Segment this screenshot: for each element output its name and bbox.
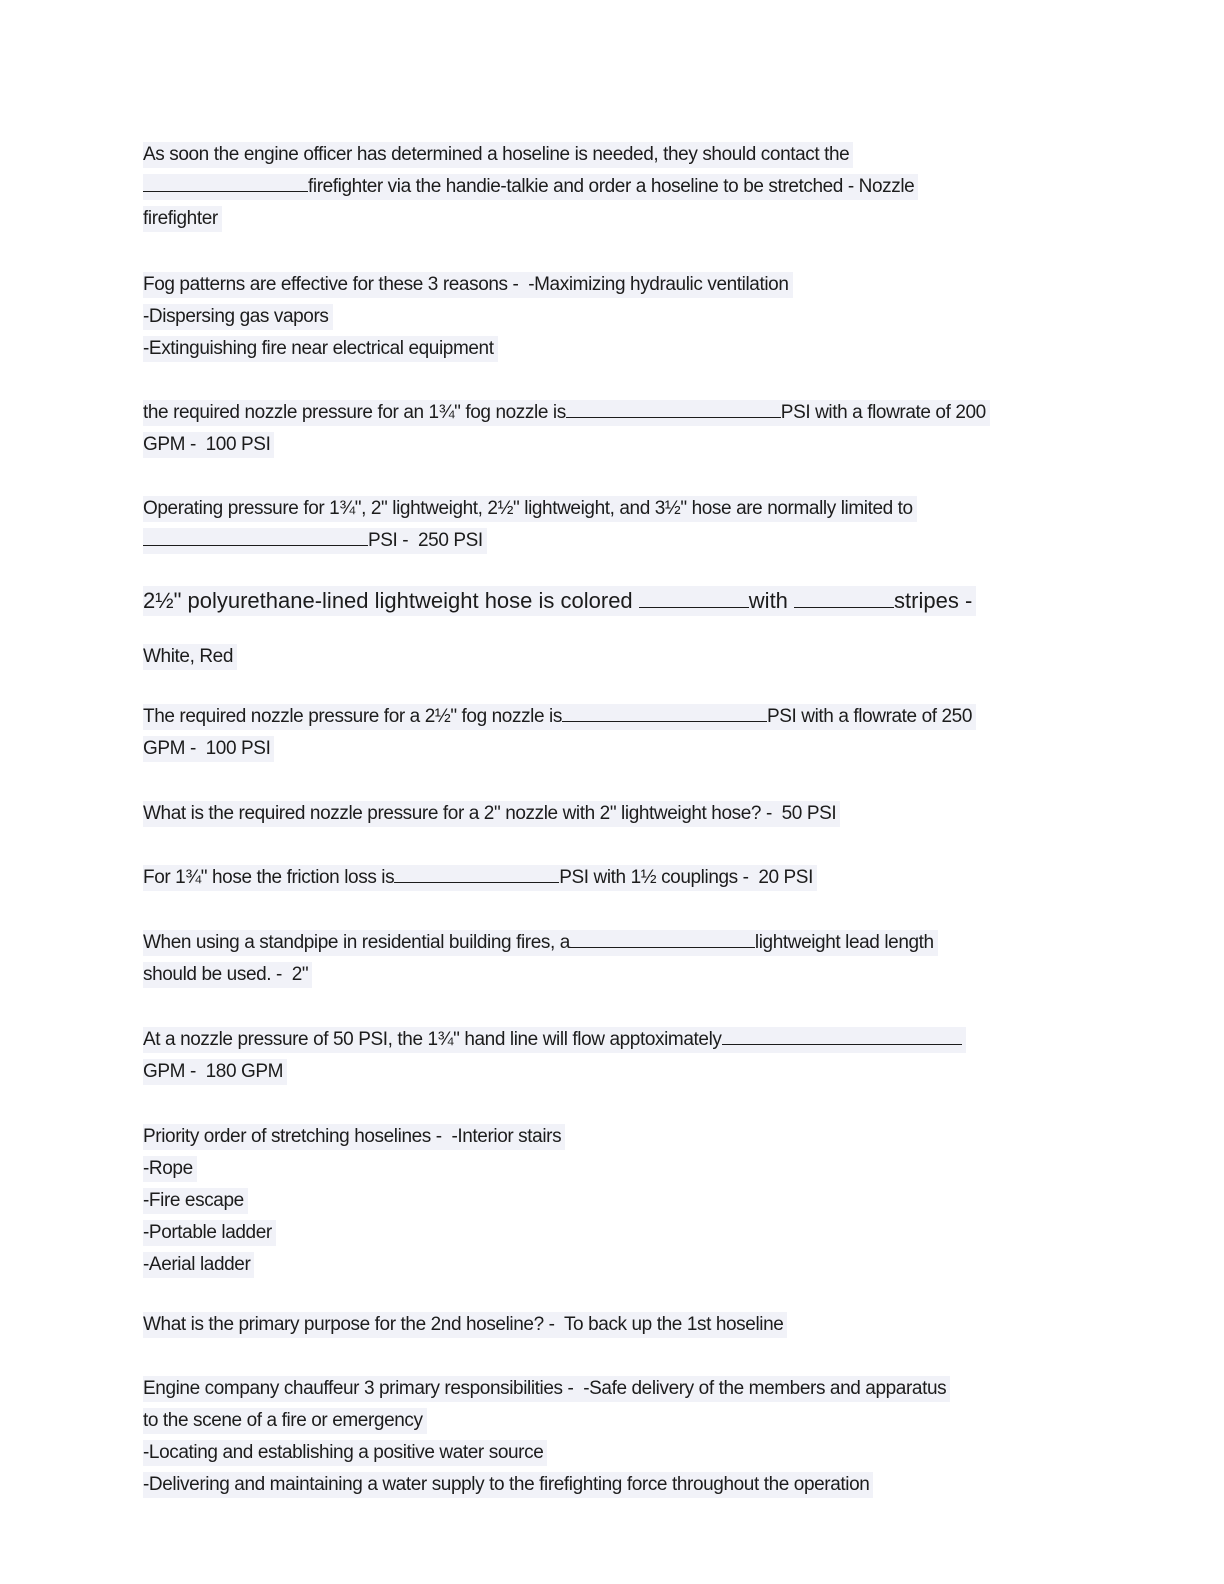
text-segment: -Delivering and maintaining a water supply to the firefighting force throughout the operation <box>143 1474 870 1495</box>
highlight <box>143 865 817 891</box>
text-line <box>143 1405 1043 1437</box>
text-line <box>143 1217 1043 1249</box>
fill-in-blank <box>639 589 749 608</box>
text-segment: PSI with a flowrate of 250 <box>766 706 973 727</box>
text-line <box>143 585 1043 617</box>
highlight <box>143 586 976 616</box>
text-segment: -Fire escape <box>143 1190 244 1211</box>
text-line <box>143 1249 1043 1281</box>
highlight <box>143 206 222 232</box>
text-line <box>143 1469 1043 1501</box>
text-line <box>143 139 1043 171</box>
text-segment: -Locating and establishing a positive water source <box>143 1442 544 1463</box>
highlight <box>143 962 312 988</box>
text-segment: GPM - 100 PSI <box>143 738 271 759</box>
text-segment: When using a standpipe in residential building fires, a <box>143 932 570 953</box>
text-line <box>143 959 1043 991</box>
flashcard-4 <box>143 493 1043 557</box>
highlight <box>143 1220 276 1246</box>
text-segment: The required nozzle pressure for a 2½" fog nozzle is <box>143 706 562 727</box>
text-segment: Fog patterns are effective for these 3 reasons - -Maximizing hydraulic ventilation <box>143 274 789 295</box>
text-segment: -Extinguishing fire near electrical equipment <box>143 338 494 359</box>
flashcard-7 <box>143 701 1043 765</box>
text-line <box>143 1121 1043 1153</box>
text-line <box>143 269 1043 301</box>
text-segment: -Portable ladder <box>143 1222 272 1243</box>
text-segment: firefighter <box>143 208 218 229</box>
highlight <box>143 736 274 762</box>
flashcard-2 <box>143 269 1043 365</box>
highlight <box>143 801 840 827</box>
text-segment: with <box>748 588 795 613</box>
text-line <box>143 701 1043 733</box>
text-segment: PSI with 1½ couplings - 20 PSI <box>559 867 813 888</box>
text-line <box>143 1153 1043 1185</box>
highlight <box>143 930 938 956</box>
fill-in-blank <box>570 929 755 948</box>
flashcard-13 <box>143 1309 1043 1341</box>
text-line <box>143 1437 1043 1469</box>
highlight <box>143 272 793 298</box>
text-segment: -Rope <box>143 1158 193 1179</box>
highlight <box>143 400 990 426</box>
text-segment: What is the primary purpose for the 2nd hoseline? - To back up the 1st hoseline <box>143 1314 784 1335</box>
highlight <box>143 1312 787 1338</box>
text-segment: lightweight lead length <box>754 932 934 953</box>
text-segment: White, Red <box>143 646 233 667</box>
fill-in-blank <box>143 527 368 546</box>
text-line <box>143 525 1043 557</box>
highlight <box>143 1472 873 1498</box>
text-line <box>143 333 1043 365</box>
text-segment: PSI - 250 PSI <box>368 530 483 551</box>
highlight <box>143 432 274 458</box>
text-segment: -Aerial ladder <box>143 1254 251 1275</box>
text-line <box>143 798 1043 830</box>
text-segment: should be used. - 2" <box>143 964 309 985</box>
text-segment: GPM - 100 PSI <box>143 434 271 455</box>
flashcard-8 <box>143 798 1043 830</box>
text-segment: the required nozzle pressure for an 1¾" fog nozzle is <box>143 402 566 423</box>
text-line <box>143 1373 1043 1405</box>
text-segment: For 1¾" hose the friction loss is <box>143 867 395 888</box>
flashcard-9 <box>143 862 1043 894</box>
fill-in-blank <box>143 173 308 192</box>
fill-in-blank <box>562 703 767 722</box>
text-line <box>143 862 1043 894</box>
text-line <box>143 1056 1043 1088</box>
text-segment: stripes - <box>894 588 973 613</box>
highlight <box>143 644 237 670</box>
text-segment: Operating pressure for 1¾", 2" lightweight, 2½" lightweight, and 3½" hose are normally limited to <box>143 498 913 519</box>
text-line <box>143 641 1043 673</box>
text-line <box>143 493 1043 525</box>
flashcard-6 <box>143 641 1043 673</box>
flashcard-1 <box>143 139 1043 235</box>
highlight <box>143 1124 565 1150</box>
text-line <box>143 733 1043 765</box>
highlight <box>143 704 976 730</box>
text-line <box>143 1185 1043 1217</box>
flashcard-12 <box>143 1121 1043 1281</box>
text-line <box>143 1309 1043 1341</box>
fill-in-blank <box>394 864 559 883</box>
highlight <box>143 1408 427 1434</box>
text-segment: What is the required nozzle pressure for a 2" nozzle with 2" lightweight hose? - 50 PSI <box>143 803 837 824</box>
highlight <box>143 1440 547 1466</box>
fill-in-blank <box>722 1026 962 1045</box>
text-segment: 2½" polyurethane-lined lightweight hose is colored <box>143 588 639 613</box>
highlight <box>143 528 487 554</box>
highlight <box>143 336 498 362</box>
highlight <box>143 142 853 168</box>
flashcard-10 <box>143 927 1043 991</box>
text-line <box>143 927 1043 959</box>
highlight <box>143 1376 950 1402</box>
text-line <box>143 203 1043 235</box>
text-segment: firefighter via the handie-talkie and order a hoseline to be stretched - Nozzle <box>308 176 915 197</box>
highlight <box>143 1188 248 1214</box>
highlight <box>143 304 333 330</box>
text-segment: Priority order of stretching hoselines - -Interior stairs <box>143 1126 562 1147</box>
text-segment: GPM - 180 GPM <box>143 1061 284 1082</box>
highlight <box>143 174 918 200</box>
flashcard-14 <box>143 1373 1043 1501</box>
text-segment: At a nozzle pressure of 50 PSI, the 1¾" hand line will flow apptoximately <box>143 1029 722 1050</box>
text-line <box>143 1024 1043 1056</box>
highlight <box>143 1156 197 1182</box>
text-segment: Engine company chauffeur 3 primary responsibilities - -Safe delivery of the members and apparatus <box>143 1378 947 1399</box>
fill-in-blank <box>566 399 781 418</box>
text-segment: PSI with a flowrate of 200 <box>780 402 986 423</box>
text-line <box>143 301 1043 333</box>
highlight <box>143 1059 287 1085</box>
text-segment: -Dispersing gas vapors <box>143 306 329 327</box>
text-segment: As soon the engine officer has determined a hoseline is needed, they should contact the <box>143 144 850 165</box>
highlight <box>143 496 917 522</box>
highlight <box>143 1252 254 1278</box>
flashcard-5 <box>143 585 1043 617</box>
highlight <box>143 1027 966 1053</box>
text-line <box>143 429 1043 461</box>
text-line <box>143 171 1043 203</box>
flashcard-3 <box>143 397 1043 461</box>
fill-in-blank <box>794 589 894 608</box>
text-segment: to the scene of a fire or emergency <box>143 1410 423 1431</box>
flashcard-11 <box>143 1024 1043 1088</box>
text-line <box>143 397 1043 429</box>
